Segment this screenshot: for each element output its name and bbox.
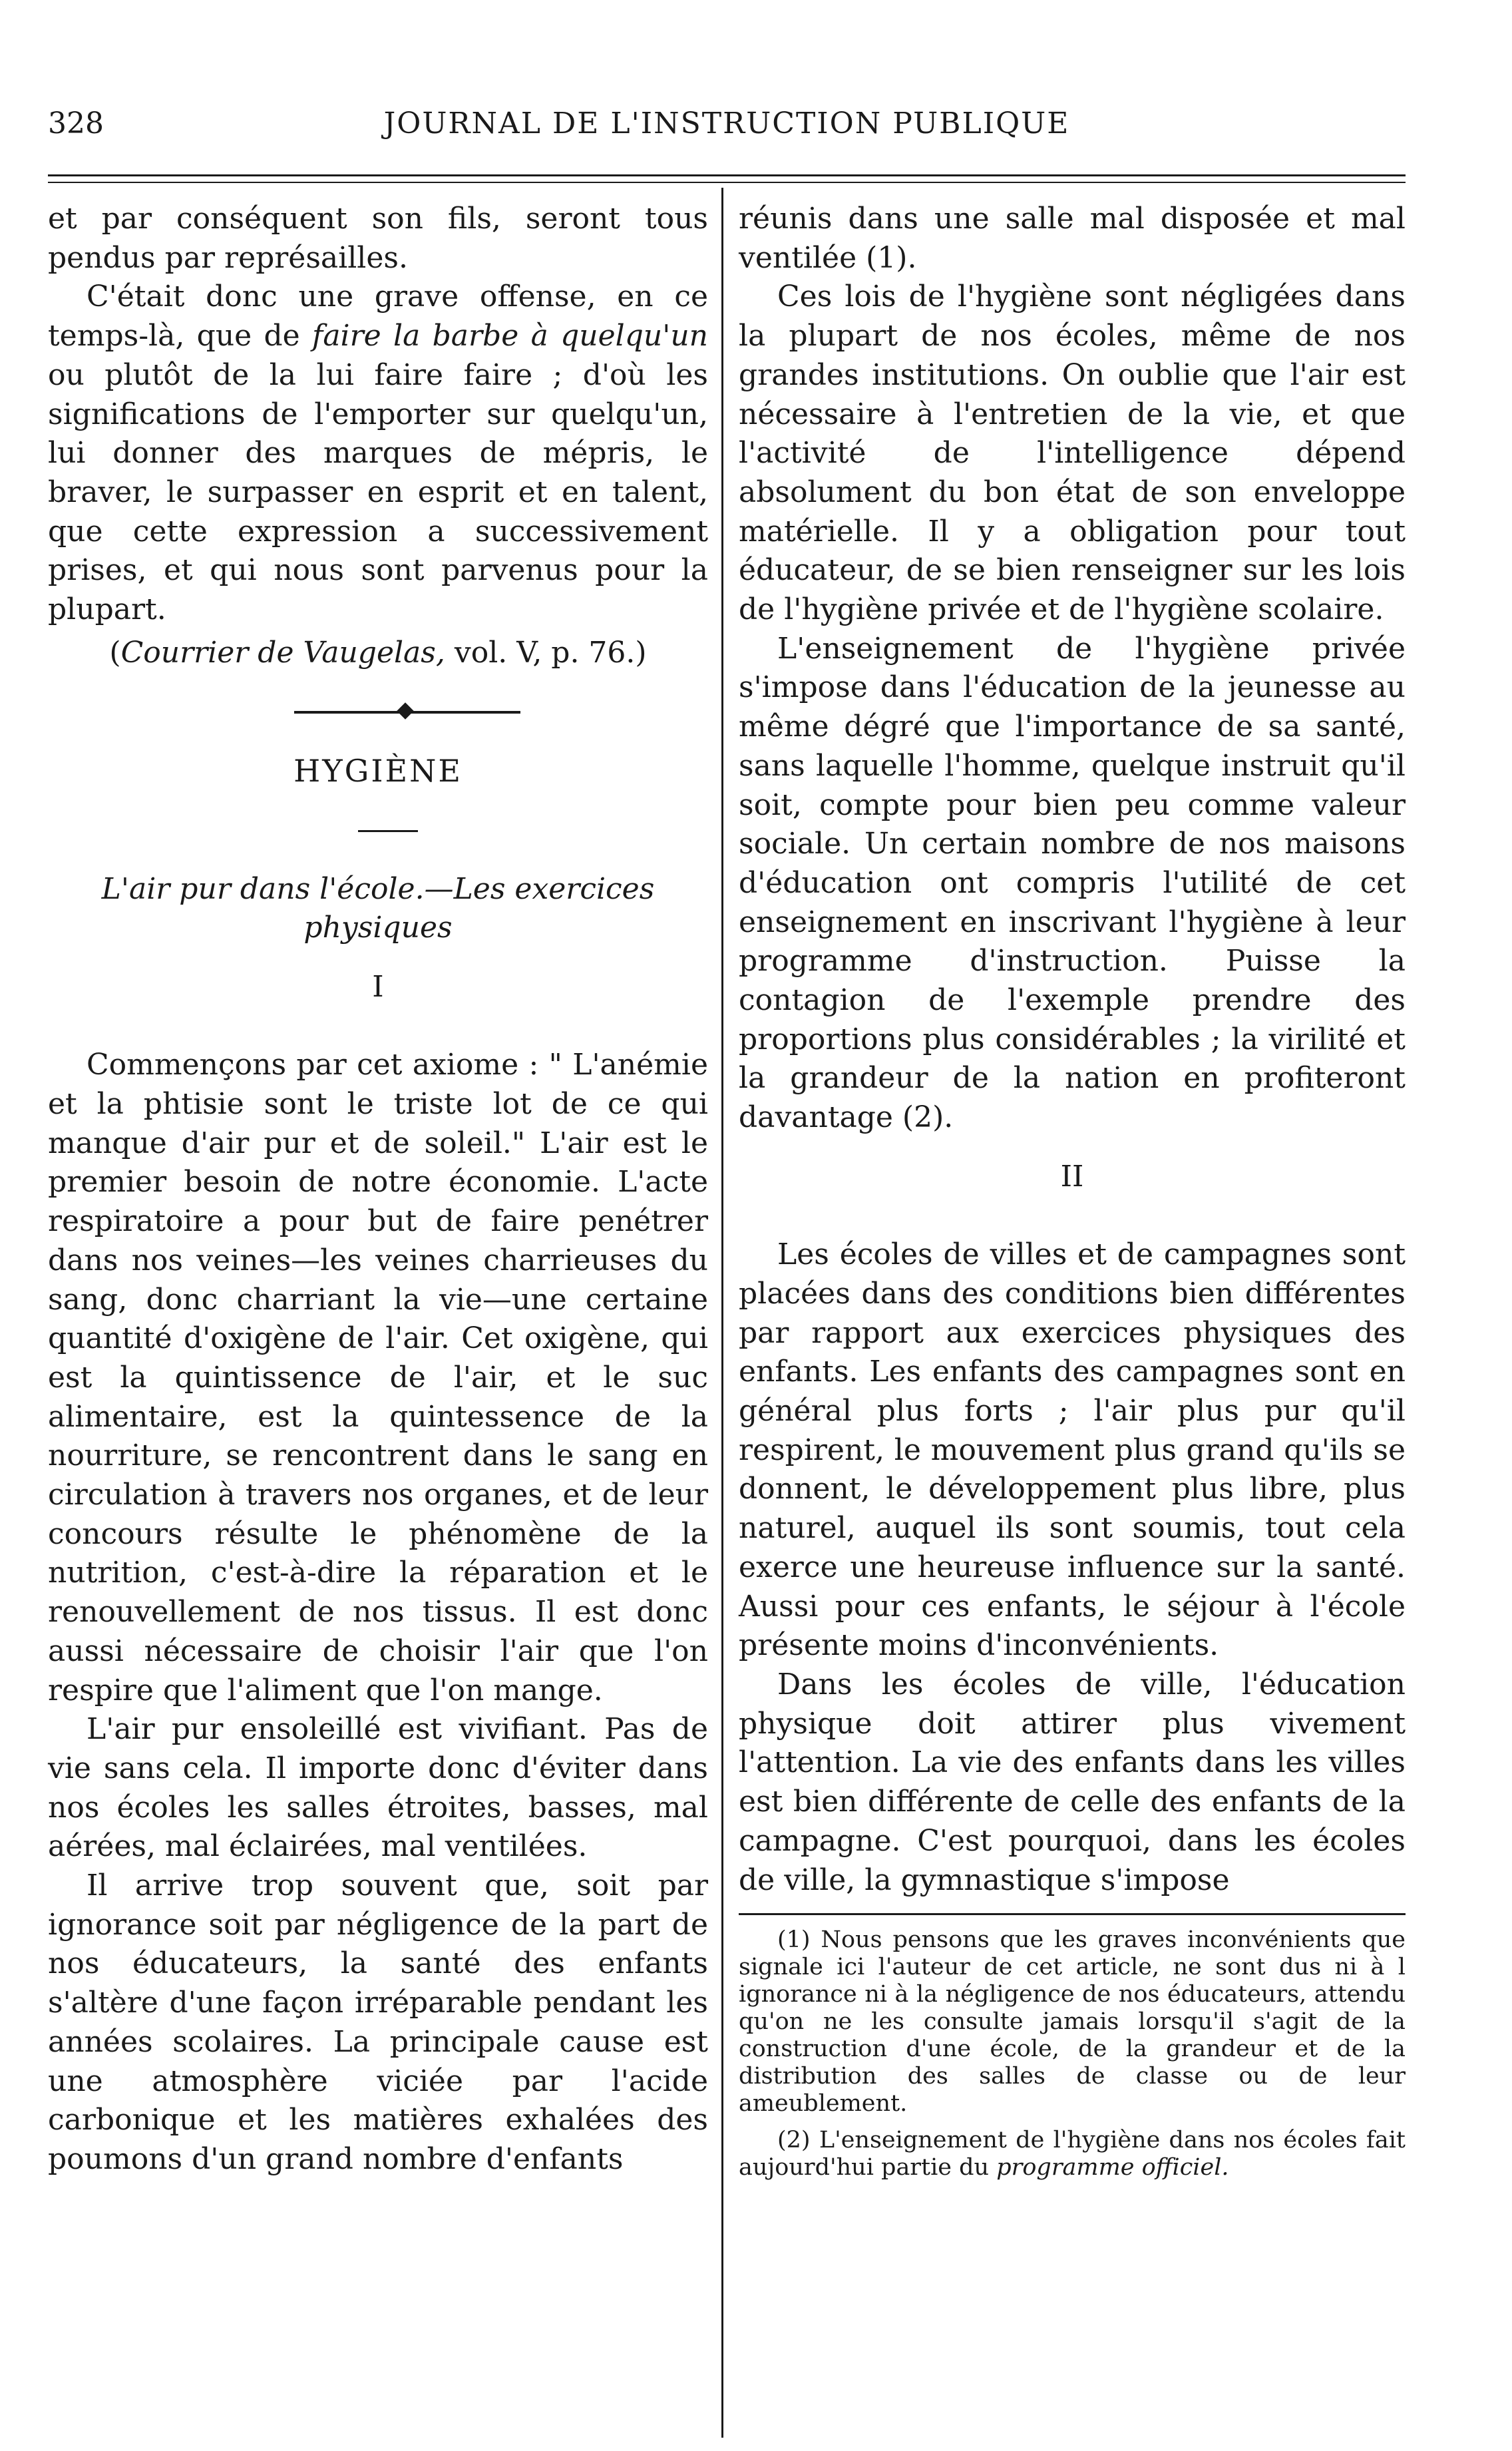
citation: (Courrier de Vaugelas, vol. V, p. 76.) bbox=[109, 635, 647, 670]
footnote: (2) L'enseignement de l'hygiène dans nos écoles fait aujourd'hui partie du programme officiel. bbox=[739, 2127, 1406, 2181]
paragraph: L'air pur ensoleillé est vivifiant. Pas de vie sans cela. Il importe donc d'éviter dans nos écoles les salles étroites, basses, mal aérées, mal éclairées, mal ventilées. bbox=[48, 1712, 708, 1864]
ornamental-rule bbox=[48, 692, 708, 732]
page-header bbox=[48, 107, 1406, 153]
section-subtitle: L'air pur dans l'école.—Les exercices physiques bbox=[101, 871, 655, 945]
header-double-rule bbox=[48, 174, 1406, 183]
short-rule bbox=[48, 811, 708, 850]
paragraph: réunis dans une salle mal disposée et mal ventilée (1). bbox=[739, 202, 1406, 275]
footnote: (1) Nous pensons que les graves inconvénients que signale ici l'auteur de cet article, ne sont dus ni à l ignorance ni à la négligence de nos éducateurs, attendu qu'on ne les consulte jamais lorsqu'il s'agit de la construction d'une école, de la grandeur et de la distribution des salles de classe ou de leur ameublement. bbox=[739, 1926, 1406, 2117]
page-number: 328 bbox=[48, 107, 104, 140]
running-title: JOURNAL DE L'INSTRUCTION PUBLIQUE bbox=[383, 107, 1070, 140]
footnote-rule bbox=[739, 1900, 1406, 1926]
column-divider bbox=[721, 188, 723, 2438]
right-column bbox=[739, 200, 1406, 2181]
paragraph: Il arrive trop souvent que, soit par ignorance soit par négligence de la part de nos éducateurs, la santé des enfants s'altère d'une façon irréparable pendant les années scolaires. La principale cause est une atmosphère viciée par l'acide carbonique et les matières exhalées des poumons d'un grand nombre d'enfants bbox=[48, 1869, 708, 2176]
paragraph: et par conséquent son fils, seront tous pendus par représailles. bbox=[48, 202, 708, 275]
section-title: HYGIÈNE bbox=[293, 753, 463, 789]
left-column bbox=[48, 200, 708, 2179]
section-numeral: II bbox=[1060, 1159, 1084, 1194]
paragraph: Ces lois de l'hygiène sont négligées dans la plupart de nos écoles, même de nos grandes institutions. On oublie que l'air est nécessaire à l'entretien de la vie, et que l'activité de l'intelligence dépend absolument du bon état de son enveloppe matérielle. Il y a obligation pour tout éducateur, de se bien renseigner sur les lois de l'hygiène privée et de l'hygiène scolaire. bbox=[739, 280, 1406, 627]
paragraph: Les écoles de villes et de campagnes sont placées dans des conditions bien différentes par rapport aux exercices physiques des enfants. Les enfants des campagnes sont en général plus forts ; l'air plus pur qu'il respirent, le mouvement plus grand qu'ils se donnent, le développement plus libre, plus naturel, auquel ils sont soumis, tout cela exerce une heureuse influence sur la santé. Aussi pour ces enfants, le séjour à l'école présente moins d'inconvénients. bbox=[739, 1237, 1406, 1663]
section-numeral: I bbox=[372, 969, 384, 1004]
paragraph: Commençons par cet axiome : " L'anémie et la phtisie sont le triste lot de ce qui manque d'air pur et de soleil." L'air est le premier besoin de notre économie. L'acte respiratoire a pour but de faire penétrer dans nos veines—les veines charrieuses du sang, donc charriant la vie—une certaine quantité d'oxigène de l'air. Cet oxigène, qui est la quintissence de l'air, et le suc alimentaire, est la quintessence de la nourriture, se rencontrent dans le sang en circulation à travers nos organes, et de leur concours résulte le phénomène de la nutrition, c'est-à-dire la réparation et le renouvellement de nos tissus. Il est donc aussi nécessaire de choisir l'air que l'on respire que l'aliment que l'on mange. bbox=[48, 1048, 708, 1707]
paragraph: Dans les écoles de ville, l'éducation physique doit attirer plus vivement l'attention. La vie des enfants dans les villes est bien différente de celle des enfants de la campagne. C'est pourquoi, dans les écoles de ville, la gymnastique s'impose bbox=[739, 1668, 1406, 1897]
paragraph: C'était donc une grave offense, en ce temps-là, que de faire la barbe à quelqu'un ou plutôt de la lui faire faire ; d'où les significations de l'emporter sur quelqu'un, lui donner des marques de mépris, le braver, le surpasser en esprit et en talent, que cette expression a successivement prises, et qui nous sont parvenus pour la plupart. bbox=[48, 280, 708, 627]
paragraph: L'enseignement de l'hygiène privée s'impose dans l'éducation de la jeunesse au même dégré que l'importance de sa santé, sans laquelle l'homme, quelque instruit qu'il soit, compte pour bien peu comme valeur sociale. Un certain nombre de nos maisons d'éducation ont compris l'utilité de cet enseignement en inscrivant l'hygiène à leur programme d'instruction. Puisse la contagion de l'exemple prendre des proportions plus considérables ; la virilité et la grandeur de la nation en profiteront davantage (2). bbox=[739, 631, 1406, 1135]
